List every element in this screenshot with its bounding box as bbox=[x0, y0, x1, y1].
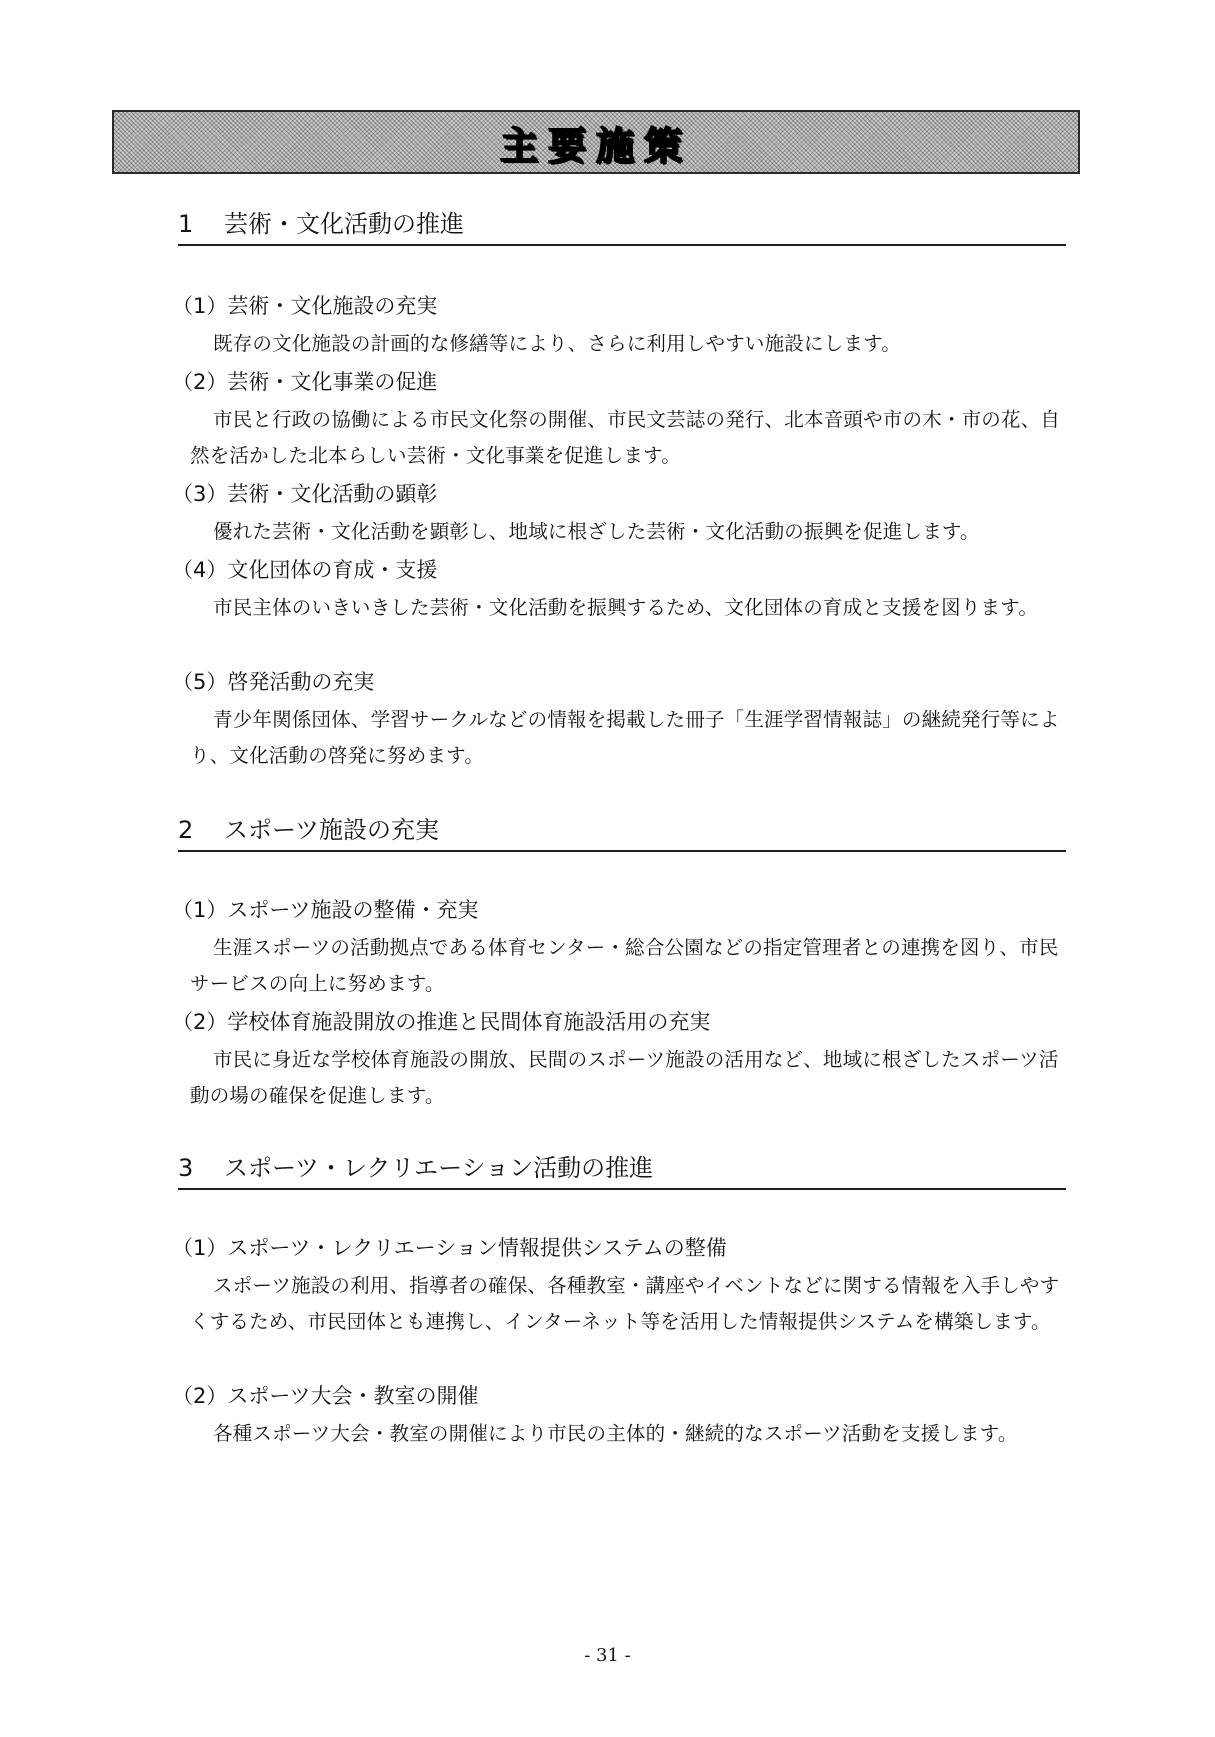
item-heading: （2）学校体育施設開放の推進と民間体育施設活用の充実 bbox=[172, 1010, 711, 1034]
section-number: 2 bbox=[178, 816, 194, 844]
item-text: スポーツ施設の利用、指導者の確保、各種教室・講座やイベントなどに関する情報を入手しやすくするため、市民団体とも連携し、インターネット等を活用した情報提供システムを構築します。 bbox=[190, 1274, 1060, 1333]
item-text: 優れた芸術・文化活動を顕彰し、地域に根ざした芸術・文化活動の振興を促進します。 bbox=[213, 520, 980, 543]
item-heading: （1）スポーツ施設の整備・充実 bbox=[172, 898, 479, 922]
item-text: 市民と行政の協働による市民文化祭の開催、市民文芸誌の発行、北本音頭や市の木・市の花、自然を活かした北本らしい芸術・文化事業を促進します。 bbox=[190, 408, 1061, 467]
item-text: 各種スポーツ大会・教室の開催により市民の主体的・継続的なスポーツ活動を支援します。 bbox=[213, 1422, 1018, 1445]
section-heading-2 bbox=[178, 812, 1066, 852]
item-text: 青少年関係団体、学習サークルなどの情報を掲載した冊子「生涯学習情報誌」の継続発行等により、文化活動の啓発に努めます。 bbox=[190, 708, 1060, 767]
page-number: - 31 - bbox=[584, 1645, 631, 1666]
item-text: 市民主体のいきいきした芸術・文化活動を振興するため、文化団体の育成と支援を図ります。 bbox=[213, 596, 1039, 619]
section-heading-1 bbox=[178, 206, 1066, 246]
item-heading: （1）芸術・文化施設の充実 bbox=[172, 294, 438, 318]
item-heading: （3）芸術・文化活動の顕彰 bbox=[172, 482, 438, 506]
item-heading: （2）芸術・文化事業の促進 bbox=[172, 370, 438, 394]
section-title: スポーツ施設の充実 bbox=[224, 816, 440, 844]
item-text: 既存の文化施設の計画的な修繕等により、さらに利用しやすい施設にします。 bbox=[213, 332, 901, 355]
item-heading: （5）啓発活動の充実 bbox=[172, 670, 375, 694]
section-title: スポーツ・レクリエーション活動の推進 bbox=[224, 1154, 654, 1182]
item-text: 市民に身近な学校体育施設の開放、民間のスポーツ施設の活用など、地域に根ざしたスポーツ活動の場の確保を促進します。 bbox=[190, 1048, 1059, 1107]
title-banner bbox=[112, 110, 1080, 174]
section-heading-3 bbox=[178, 1150, 1066, 1190]
item-heading: （1）スポーツ・レクリエーション情報提供システムの整備 bbox=[172, 1236, 727, 1260]
banner-title: 主要施策 bbox=[499, 123, 692, 168]
item-heading: （2）スポーツ大会・教室の開催 bbox=[172, 1384, 479, 1408]
item-text: 生涯スポーツの活動拠点である体育センター・総合公園などの指定管理者との連携を図り、市民サービスの向上に努めます。 bbox=[190, 936, 1059, 995]
section-number: 3 bbox=[178, 1154, 194, 1182]
section-number: 1 bbox=[178, 210, 194, 238]
item-heading: （4）文化団体の育成・支援 bbox=[172, 558, 438, 582]
section-title: 芸術・文化活動の推進 bbox=[224, 210, 464, 238]
